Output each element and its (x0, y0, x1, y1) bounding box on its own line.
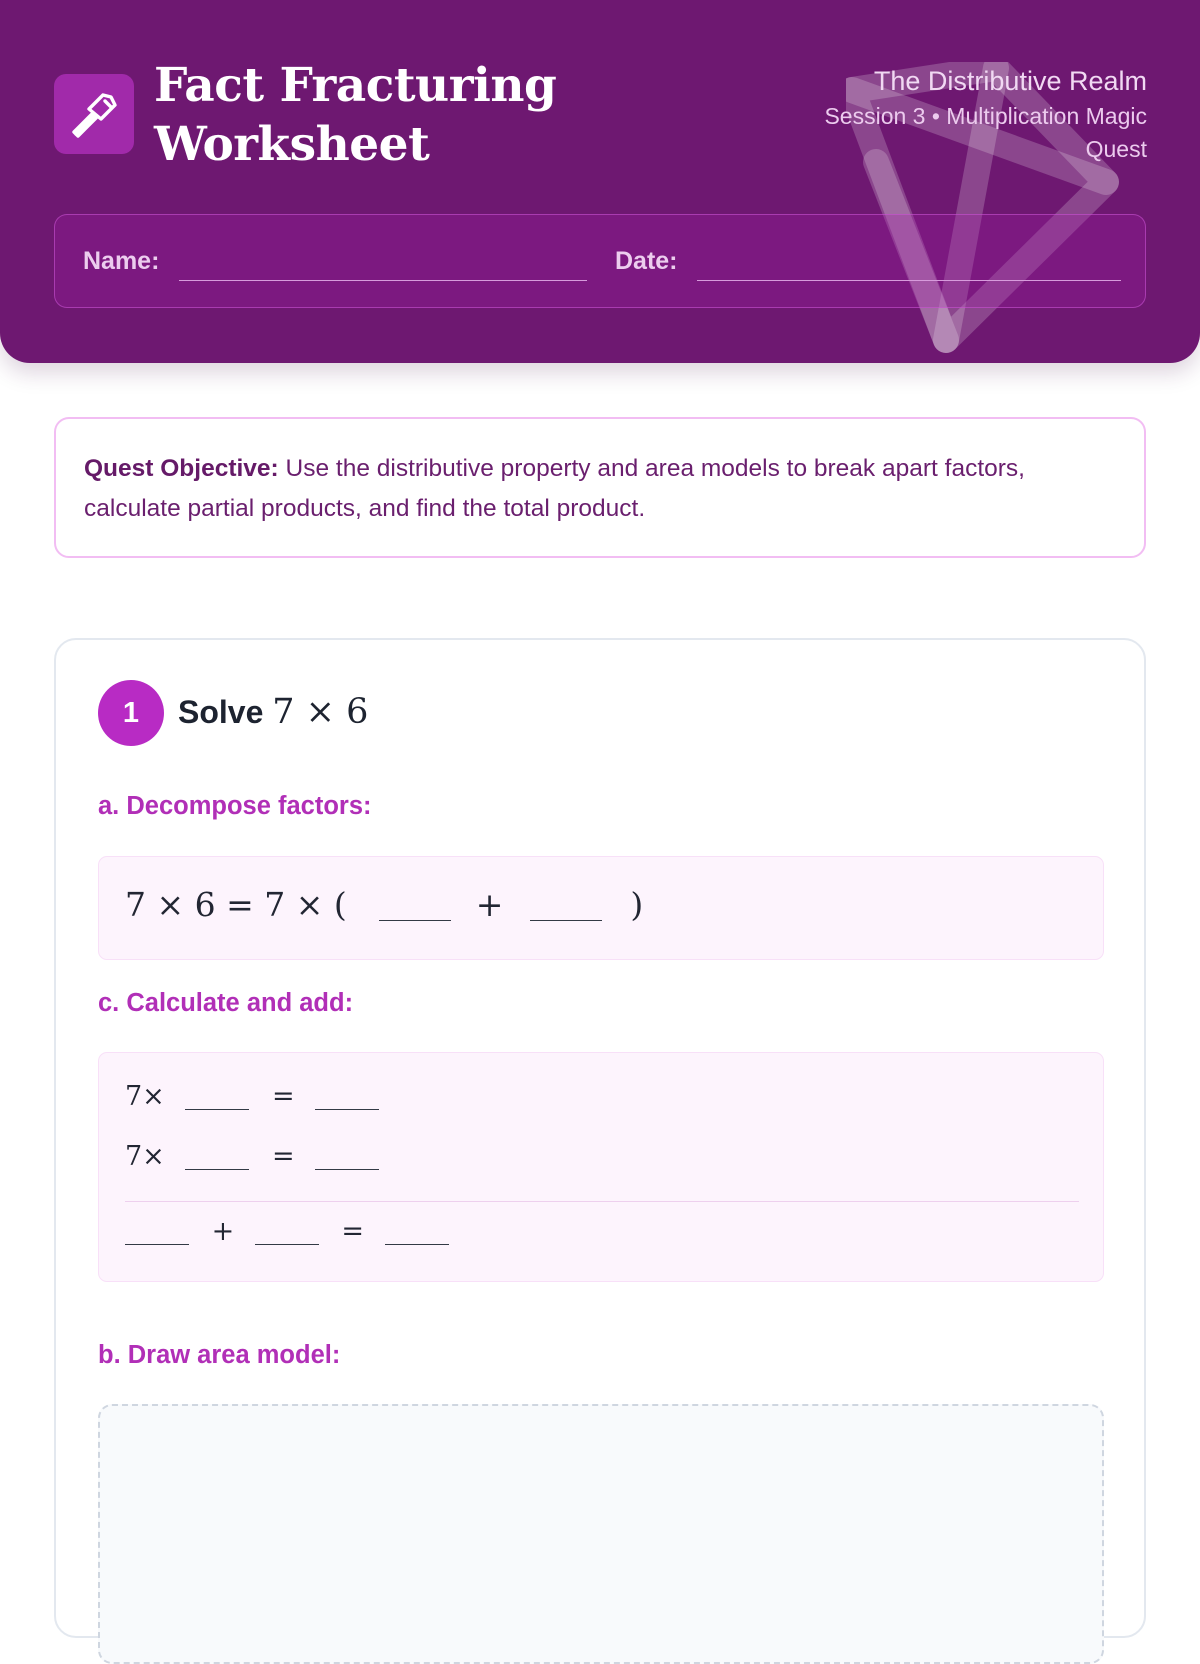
calc-sum-row (125, 1216, 449, 1247)
title-line-1: Fact Fracturing (154, 58, 557, 113)
session-info: Session 3 • Multiplication Magic Quest (824, 103, 1147, 162)
draw-area-label: b. Draw area model: (98, 1341, 341, 1369)
decompose-left: 7 × 6 = 7 × ( (125, 885, 347, 924)
decompose-panel (98, 856, 1104, 960)
calc-row-1-lhs: 7× (125, 1081, 165, 1112)
calc-row-2-product-blank[interactable] (315, 1169, 379, 1170)
calc-row-1-product-blank[interactable] (315, 1109, 379, 1110)
calc-row-1-eq: = (272, 1081, 295, 1112)
calc-divider (125, 1201, 1079, 1202)
objective-text: Use the distributive property and area models to break apart factors, calculate partial products, and find the total product. (84, 455, 1025, 522)
decompose-label: a. Decompose factors: (98, 792, 372, 820)
calc-row-1-factor-blank[interactable] (185, 1109, 249, 1110)
calc-row-2-eq: = (272, 1141, 295, 1172)
decompose-equation (125, 885, 643, 924)
decompose-close: ) (630, 885, 644, 924)
decompose-plus: + (475, 885, 504, 924)
date-label: Date: (615, 247, 678, 275)
student-info-box (54, 214, 1146, 308)
question-number-badge: 1 (98, 680, 164, 746)
calc-row-2-lhs: 7× (125, 1141, 165, 1172)
hammer-icon (67, 87, 121, 141)
area-model-drawing-box[interactable] (98, 1404, 1104, 1664)
quest-objective (54, 417, 1146, 558)
calc-row-2 (125, 1141, 379, 1172)
question-title (178, 692, 368, 732)
worksheet-header (0, 0, 1200, 363)
decompose-blank-2[interactable] (530, 920, 602, 921)
question-expression: 7 × 6 (272, 692, 369, 732)
decompose-blank-1[interactable] (379, 920, 451, 921)
calc-row-2-factor-blank[interactable] (185, 1169, 249, 1170)
date-field[interactable] (697, 280, 1121, 281)
sum-plus: + (211, 1216, 235, 1247)
objective-label: Quest Objective: (84, 455, 279, 482)
name-label: Name: (83, 247, 160, 275)
sum-blank-2[interactable] (255, 1244, 319, 1245)
logo-badge (54, 74, 134, 154)
realm-name: The Distributive Realm (873, 66, 1147, 96)
page-title (154, 56, 624, 174)
calculate-panel (98, 1052, 1104, 1282)
calc-row-1 (125, 1081, 379, 1112)
calculate-label: c. Calculate and add: (98, 989, 354, 1017)
title-line-2: Worksheet (154, 117, 430, 172)
sum-eq: = (341, 1216, 365, 1247)
sum-total-blank[interactable] (385, 1244, 449, 1245)
sum-blank-1[interactable] (125, 1244, 189, 1245)
question-card (54, 638, 1146, 1638)
name-field[interactable] (179, 280, 587, 281)
question-title-text: Solve (178, 694, 264, 730)
